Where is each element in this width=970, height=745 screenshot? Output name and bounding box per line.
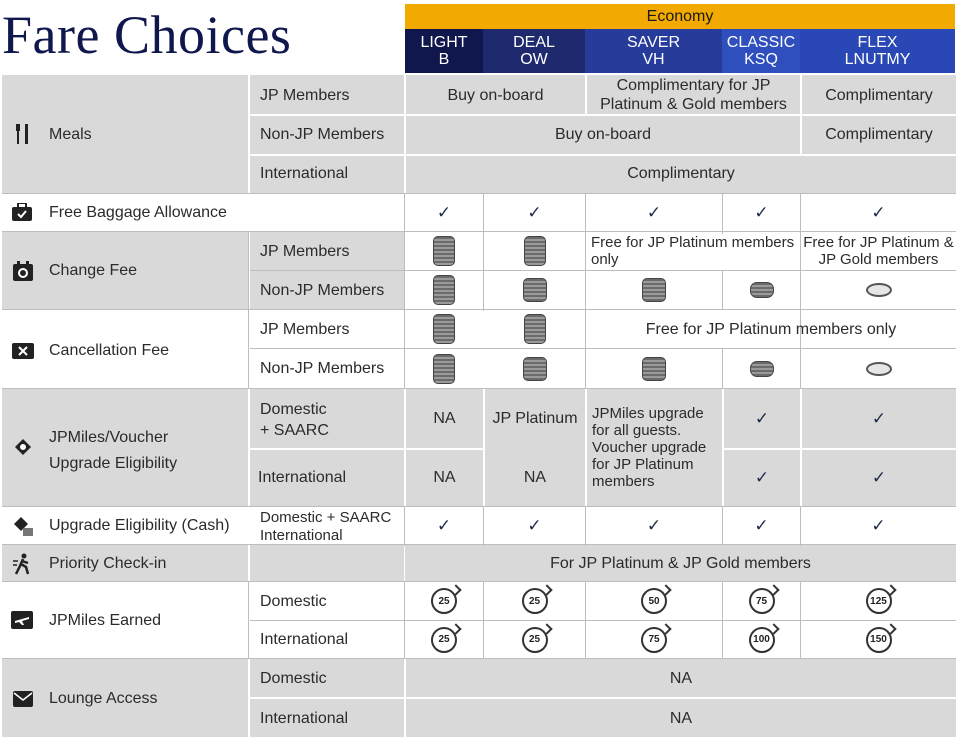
upgrade-row-dom-line2: + SAARC (260, 421, 329, 439)
percent-badge-icon: 25 (522, 627, 548, 653)
upgrade-cash-label: Upgrade Eligibility (Cash) (49, 517, 230, 534)
upgrade-dom-deal: JP Platinum (492, 410, 578, 427)
miles-row-intl: International (260, 631, 349, 648)
fee-low-icon (723, 271, 800, 309)
upgrade-intl-tick-classic: ✓ (754, 468, 770, 487)
priority-value: For JP Platinum & JP Gold members (550, 554, 811, 572)
baggage-tick-flex: ✓ (871, 203, 886, 222)
change-jp-flex: Free for JP Platinum & JP Gold members (803, 234, 954, 268)
upgrade-intl-deal: NA (523, 469, 547, 486)
percent-badge-icon: 125 (866, 588, 892, 614)
upgrade-cash-tick-classic: ✓ (754, 516, 769, 535)
meals-row-nonjp: Non-JP Members (260, 125, 385, 143)
miles-dom-light (405, 582, 483, 620)
meals-row-intl: International (260, 165, 349, 182)
lounge-label: Lounge Access (49, 689, 158, 707)
walking-person-icon (12, 553, 34, 575)
fee-high-icon (405, 232, 483, 270)
fee-mid-icon (586, 349, 722, 388)
miles-intl-classic (723, 621, 800, 658)
fare-code-line1: FLEX (857, 34, 898, 51)
lounge-dom-value: NA (669, 669, 693, 687)
plane-ticket-icon (11, 609, 33, 631)
divider (585, 389, 587, 506)
meals-nonjp-flex: Complimentary (825, 125, 933, 143)
percent-badge-icon: 25 (431, 627, 457, 653)
miles-dom-saver (586, 582, 722, 620)
tag-icon (12, 436, 34, 458)
percent-badge-icon: 25 (431, 588, 457, 614)
fare-code-line1: LIGHT (420, 34, 468, 51)
miles-intl-flex (801, 621, 956, 658)
meals-jp-flex: Complimentary (825, 86, 933, 104)
percent-badge-icon: 100 (749, 627, 775, 653)
fare-code-line2: VH (642, 51, 665, 68)
cancellation-row-nonjp: Non-JP Members (260, 360, 385, 377)
miles-dom-deal (484, 582, 585, 620)
fee-high-icon (405, 271, 483, 309)
meals-jp-saver-classic: Complimentary for JP Platinum & Gold members (600, 77, 787, 113)
baggage-tick-classic: ✓ (754, 203, 769, 222)
upgrade-saver-note: JPMiles upgrade for all guests. Voucher upgrade for JP Platinum members (592, 405, 707, 490)
fee-high-icon (484, 232, 585, 270)
upgrade-dom-tick-classic: ✓ (754, 409, 770, 428)
fee-lowest-icon (801, 349, 956, 388)
economy-header: Economy (405, 4, 955, 29)
fare-header-saver (585, 29, 722, 73)
upgrade-cash-tick-flex: ✓ (871, 516, 886, 535)
upgrade-label-line1: JPMiles/Voucher (49, 428, 169, 446)
miles-intl-deal (484, 621, 585, 658)
cancellation-jp-saver-flex: Free for JP Platinum members only (645, 320, 897, 338)
upgrade-label-bg (2, 389, 248, 506)
baggage-tick-saver: ✓ (646, 203, 662, 222)
baggage-label: Free Baggage Allowance (49, 204, 227, 221)
miles-dom-classic (723, 582, 800, 620)
change-jp-saver-classic: Free for JP Platinum members only (591, 234, 795, 268)
cancellation-row-jp: JP Members (260, 320, 350, 338)
fee-high-icon (405, 310, 483, 348)
upgrade-intl-light: NA (433, 469, 456, 486)
fare-header-classic (722, 29, 800, 73)
upgrade-label-line2: Upgrade Eligibility (49, 454, 178, 472)
cutlery-icon (12, 123, 34, 145)
fare-header-flex (800, 29, 955, 73)
cancellation-label: Cancellation Fee (49, 341, 170, 359)
lounge-intl-value: NA (669, 709, 693, 727)
upgrade-dom-light: NA (433, 410, 456, 427)
miles-intl-saver (586, 621, 722, 658)
lounge-row-intl: International (260, 709, 349, 727)
fee-high-icon (484, 349, 585, 388)
calendar-icon (12, 260, 34, 282)
fare-code-line1: SAVER (626, 34, 681, 51)
fare-code-line2: LNUTMY (844, 51, 911, 68)
fee-lowest-icon (801, 271, 956, 309)
upgrade-cash-row2: International (260, 526, 343, 544)
fare-code-line1: CLASSIC (726, 34, 796, 51)
percent-badge-icon: 50 (641, 588, 667, 614)
change-row-jp: JP Members (260, 242, 350, 260)
priority-label: Priority Check-in (49, 554, 167, 572)
upgrade-row-intl: International (258, 469, 347, 486)
percent-badge-icon: 150 (866, 627, 892, 653)
miles-intl-light (405, 621, 483, 658)
baggage-tick-light: ✓ (436, 203, 452, 222)
lounge-row-dom: Domestic (260, 669, 327, 687)
miles-dom-flex (801, 582, 956, 620)
meals-intl-value: Complimentary (627, 165, 735, 182)
meals-nonjp-value: Buy on-board (554, 125, 652, 143)
fee-mid-icon (586, 271, 722, 309)
meals-row-jp: JP Members (260, 86, 350, 104)
cash-tag-icon (12, 515, 34, 537)
briefcase-icon (11, 201, 33, 223)
page-title: Fare Choices (2, 5, 292, 65)
fare-header-deal (483, 29, 585, 73)
upgrade-cash-tick-saver: ✓ (646, 516, 662, 535)
fare-code-line2: KSQ (744, 51, 778, 68)
upgrade-intl-tick-flex: ✓ (871, 468, 887, 487)
change-label: Change Fee (49, 261, 138, 279)
miles-row-dom: Domestic (260, 592, 327, 610)
meals-jp-light-deal: Buy on-board (447, 86, 544, 104)
fee-low-icon (723, 349, 800, 388)
percent-badge-icon: 25 (522, 588, 548, 614)
fare-code-line1: DEAL (513, 34, 555, 51)
upgrade-cash-tick-deal: ✓ (527, 516, 542, 535)
upgrade-row-dom-line1: Domestic (260, 400, 327, 418)
fee-high-icon (405, 349, 483, 388)
envelope-icon (12, 688, 34, 710)
fee-high-icon (484, 271, 585, 309)
percent-badge-icon: 75 (749, 588, 775, 614)
upgrade-cash-tick-light: ✓ (436, 516, 452, 535)
fare-code-line2: B (438, 51, 450, 68)
baggage-tick-deal: ✓ (527, 203, 542, 222)
fare-code-line2: OW (520, 51, 548, 68)
miles-label: JPMiles Earned (49, 611, 162, 629)
ticket-cancel-icon (12, 340, 34, 362)
percent-badge-icon: 75 (641, 627, 667, 653)
fee-high-icon (484, 310, 585, 348)
fare-header-light (405, 29, 483, 73)
upgrade-cash-row1: Domestic + SAARC (260, 508, 392, 526)
upgrade-dom-tick-flex: ✓ (871, 409, 887, 428)
meals-label: Meals (49, 125, 92, 143)
change-row-nonjp: Non-JP Members (260, 281, 385, 299)
